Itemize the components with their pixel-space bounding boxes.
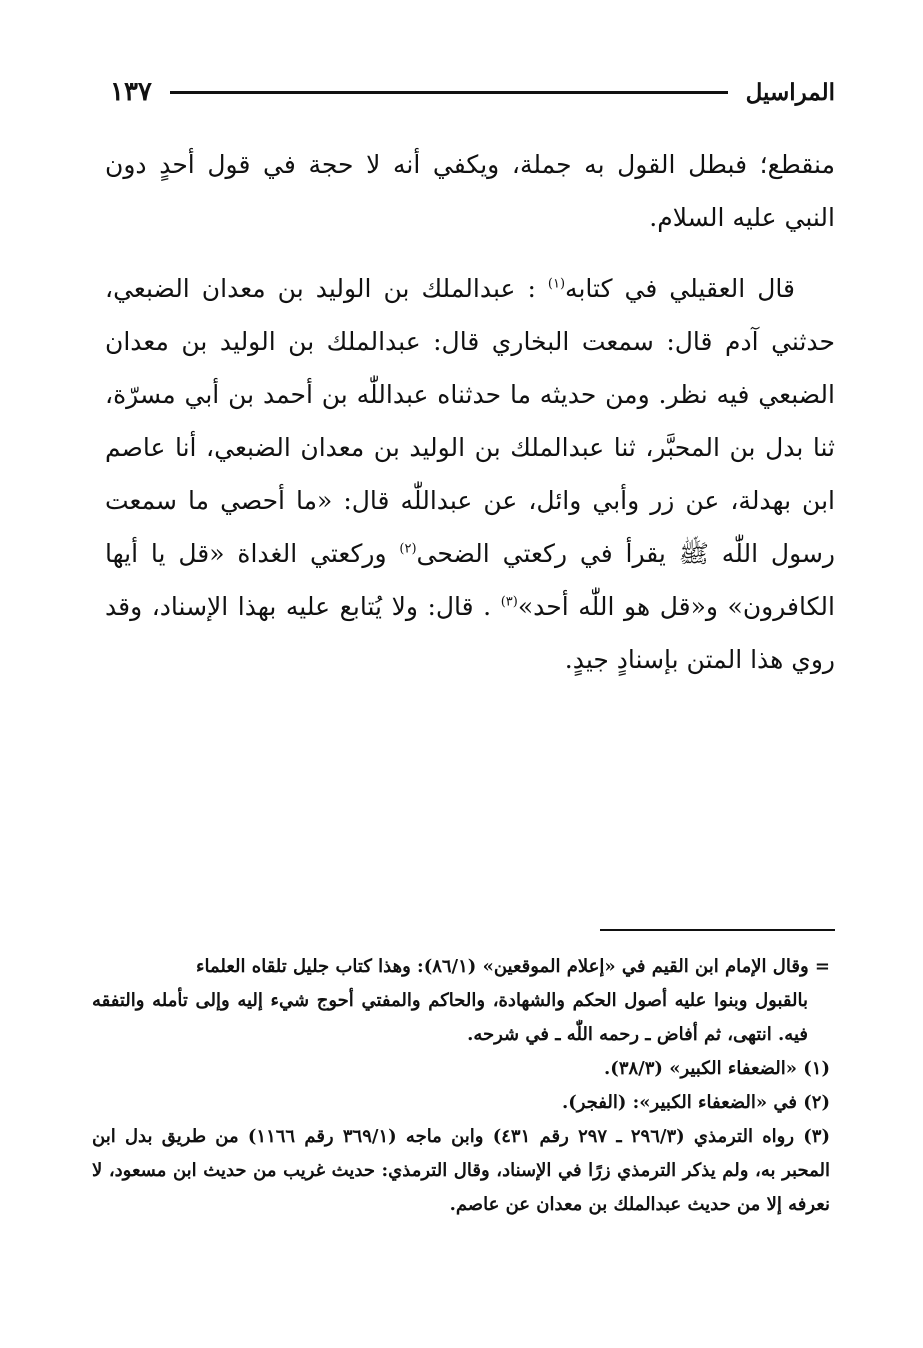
running-title: المراسيل xyxy=(745,78,835,106)
footnote-ref-1: (١) xyxy=(547,276,566,292)
header-rule xyxy=(170,91,728,94)
footnote-1: (١) «الضعفاء الكبير» (٣٨/٣). xyxy=(604,1058,830,1079)
page-header xyxy=(110,72,835,112)
footnote-continuation xyxy=(92,950,830,984)
paragraph-2-part-2: : عبدالملك بن الوليد بن معدان الضبعي، حدثني آدم قال: سمعت البخاري قال: عبدالملك بن الوليد بن معدان الضبعي فيه نظر. ومن حديثه ما حدثناه عبداللّٰه بن أحمد بن أبي مسرّة، ثنا بدل بن المحبَّر، ثنا عبدالملك بن الوليد بن معدان الضبعي، أنا عاصم ابن بهدلة، عن زر وأبي وائل، عن عبداللّٰه قال: «ما أحصي ما سمعت رسول اللّٰه ﷺ يقرأ في ركعتي الضحى xyxy=(105,274,836,568)
footnote-separator xyxy=(600,929,835,931)
footnote-continuation-line-1: = وقال الإمام ابن القيم في «إعلام الموقعين» (٨٦/١): وهذا كتاب جليل تلقاه العلماء xyxy=(196,956,830,977)
paragraph-2-part-3: وركعتي الغداة «قل يا أيها الكافرون» و«قل هو اللّٰه أحد» xyxy=(105,539,835,621)
footnotes xyxy=(92,950,830,1222)
paragraph-2 xyxy=(105,262,835,686)
paragraph-2-part-1: قال العقيلي في كتابه xyxy=(565,274,795,303)
paragraph-2-part-4: . قال: ولا يُتابع عليه بهذا الإسناد، وقد روي هذا المتن بإسنادٍ جيدٍ. xyxy=(105,592,835,674)
footnote-ref-2: (٢) xyxy=(399,541,417,557)
footnote-2: (٢) في «الضعفاء الكبير»: (الفجر). xyxy=(561,1092,830,1113)
paragraph-1: منقطع؛ فبطل القول به جملة، ويكفي أنه لا حجة في قول أحدٍ دون النبي عليه السلام. xyxy=(105,150,835,232)
page-number: ١٣٧ xyxy=(110,77,152,107)
footnote-3: (٣) رواه الترمذي (٢٩٦/٣ ـ ٢٩٧ رقم ٤٣١) وابن ماجه (٣٦٩/١ رقم ١١٦٦) من طريق بدل ابن المحبر به، ولم يذكر الترمذي زرًا في الإسناد، وقال الترمذي: حديث غريب من حديث ابن مسعود، لا نعرفه إلا من حديث عبدالملك بن معدان عن عاصم. xyxy=(92,1126,830,1215)
footnote-continuation-rest: بالقبول وبنوا عليه أصول الحكم والشهادة، والحاكم والمفتي أحوج شيء إليه وإلى تأمله والتفقه فيه. انتهى، ثم أفاض ـ رحمه اللّٰه ـ في شرحه. xyxy=(92,990,808,1045)
footnote-ref-3: (٣) xyxy=(500,594,518,610)
main-text xyxy=(105,138,835,686)
